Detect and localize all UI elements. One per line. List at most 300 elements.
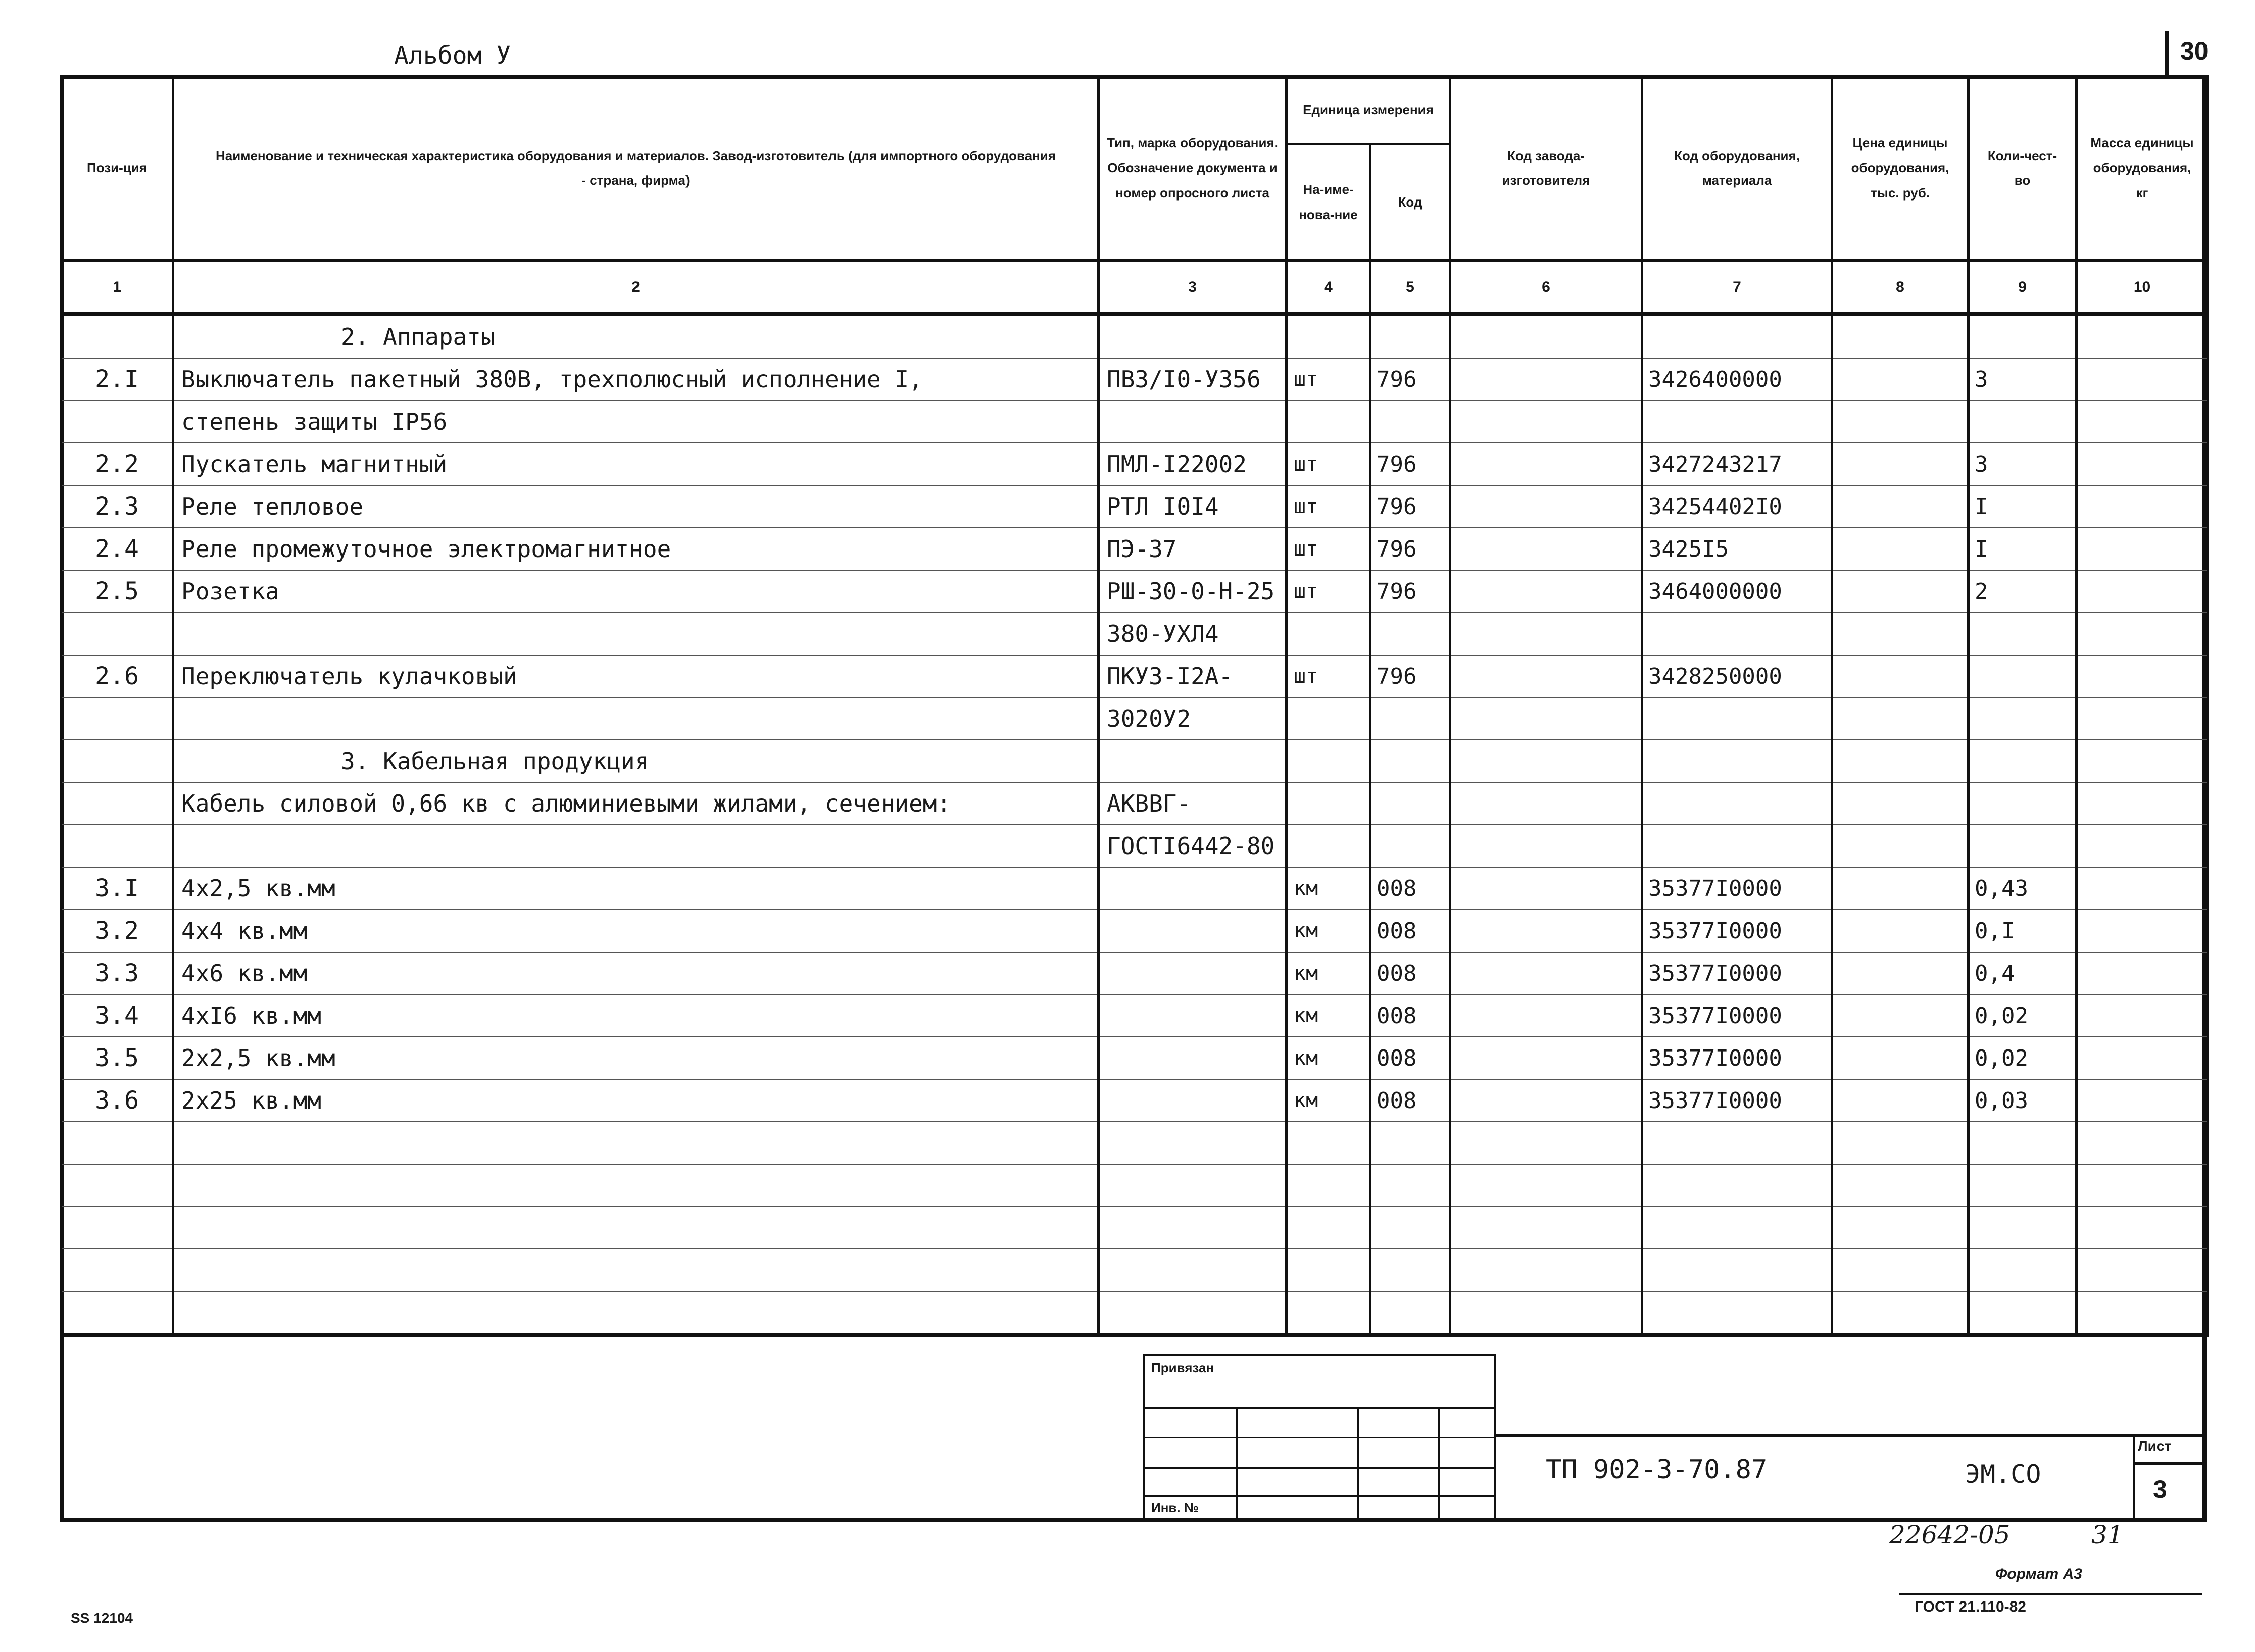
cell-unit: км [1287, 952, 1370, 994]
empty-cell [61, 1164, 173, 1207]
album-title: Альбом У [394, 41, 511, 70]
cell-mass [2077, 825, 2208, 867]
cell-type [1099, 910, 1287, 952]
cell-mass [2077, 655, 2208, 697]
cell-price [1832, 485, 1969, 528]
stamp-line [1438, 1407, 1440, 1520]
cell-plant [1450, 570, 1642, 613]
cell-mass [2077, 697, 2208, 740]
cell-pos: 3.4 [61, 994, 173, 1037]
empty-cell [1370, 1122, 1450, 1164]
empty-row [61, 1291, 2208, 1335]
cell-name: 3. Кабельная продукция [173, 740, 1099, 782]
empty-cell [2077, 1291, 2208, 1335]
cell-qty: 2 [1969, 570, 2077, 613]
col-header-pos: Пози-ция [61, 76, 173, 261]
cell-code [1642, 740, 1832, 782]
cell-name: 4хI6 кв.мм [173, 994, 1099, 1037]
cell-plant [1450, 697, 1642, 740]
cell-code [1642, 697, 1832, 740]
empty-cell [1969, 1291, 2077, 1335]
cell-type: 380-УХЛ4 [1099, 613, 1287, 655]
empty-cell [1287, 1164, 1370, 1207]
column-number: 10 [2077, 261, 2208, 315]
cell-name: Переключатель кулачковый [173, 655, 1099, 697]
empty-cell [1450, 1164, 1642, 1207]
empty-cell [1099, 1122, 1287, 1164]
empty-cell [1969, 1249, 2077, 1291]
cell-price [1832, 994, 1969, 1037]
empty-cell [173, 1291, 1099, 1335]
cell-mass [2077, 994, 2208, 1037]
registration-sheet: 31 [2091, 1520, 2124, 1549]
cell-qty: I [1969, 485, 2077, 528]
cell-mass [2077, 952, 2208, 994]
empty-row [61, 1164, 2208, 1207]
column-number: 6 [1450, 261, 1642, 315]
cell-name: 4х4 кв.мм [173, 910, 1099, 952]
cell-type [1099, 994, 1287, 1037]
cell-code [1642, 782, 1832, 825]
cell-price [1832, 528, 1969, 570]
cell-plant [1450, 910, 1642, 952]
empty-cell [1642, 1249, 1832, 1291]
cell-ucode [1370, 697, 1450, 740]
document-code: ТП 902-3-70.87 [1546, 1455, 1768, 1485]
cell-pos [61, 314, 173, 358]
cell-pos: 3.6 [61, 1079, 173, 1122]
cell-unit [1287, 401, 1370, 443]
cell-pos: 3.5 [61, 1037, 173, 1079]
cell-unit [1287, 782, 1370, 825]
cell-mass [2077, 1079, 2208, 1122]
table-row [61, 1079, 2208, 1122]
cell-code: 35377I0000 [1642, 994, 1832, 1037]
empty-cell [1969, 1164, 2077, 1207]
cell-qty: 3 [1969, 358, 2077, 401]
cell-pos: 3.3 [61, 952, 173, 994]
cell-price [1832, 570, 1969, 613]
cell-pos: 2.5 [61, 570, 173, 613]
cell-qty: I [1969, 528, 2077, 570]
cell-unit: шт [1287, 485, 1370, 528]
page-number: 30 [2180, 37, 2209, 65]
cell-type [1099, 1037, 1287, 1079]
empty-cell [1099, 1249, 1287, 1291]
cell-name: 2. Аппараты [173, 314, 1099, 358]
cell-name: 2х25 кв.мм [173, 1079, 1099, 1122]
cell-ucode [1370, 825, 1450, 867]
cell-price [1832, 697, 1969, 740]
cell-ucode: 796 [1370, 485, 1450, 528]
cell-ucode: 796 [1370, 570, 1450, 613]
cell-name: Пускатель магнитный [173, 443, 1099, 485]
cell-qty [1969, 782, 2077, 825]
stamp-line [1357, 1407, 1359, 1520]
cell-type: 3020У2 [1099, 697, 1287, 740]
column-number: 7 [1642, 261, 1832, 315]
empty-cell [1287, 1291, 1370, 1335]
cell-type: РШ-30-0-Н-25 [1099, 570, 1287, 613]
cell-name [173, 613, 1099, 655]
cell-code: 34254402I0 [1642, 485, 1832, 528]
cell-qty [1969, 401, 2077, 443]
sheet-number-divider [2165, 31, 2169, 77]
cell-price [1832, 613, 1969, 655]
cell-price [1832, 1079, 1969, 1122]
column-number: 2 [173, 261, 1099, 315]
col-header-unit-group: Единица измерения [1287, 76, 1450, 144]
cell-qty: 0,I [1969, 910, 2077, 952]
table-row [61, 867, 2208, 910]
cell-name: Кабель силовой 0,66 кв с алюминиевыми жилами, сечением: [173, 782, 1099, 825]
cell-name: 4х6 кв.мм [173, 952, 1099, 994]
empty-cell [1832, 1291, 1969, 1335]
cell-qty: 0,43 [1969, 867, 2077, 910]
empty-cell [1642, 1122, 1832, 1164]
cell-ucode: 796 [1370, 358, 1450, 401]
empty-cell [1287, 1249, 1370, 1291]
table-row [61, 952, 2208, 994]
cell-name [173, 825, 1099, 867]
empty-cell [2077, 1122, 2208, 1164]
ss-code: SS 12104 [71, 1610, 133, 1626]
sheet-label: Лист [2138, 1438, 2172, 1454]
table-row [61, 358, 2208, 401]
cell-ucode [1370, 401, 1450, 443]
col-header-name: Наименование и техническая характеристика оборудования и материалов. Завод-изготовитель (для импортного оборудования - страна, фирма) [173, 76, 1099, 261]
cell-mass [2077, 314, 2208, 358]
cell-name: Выключатель пакетный 380В, трехполюсный исполнение I, [173, 358, 1099, 401]
cell-pos: 2.3 [61, 485, 173, 528]
empty-cell [61, 1207, 173, 1249]
empty-cell [1099, 1291, 1287, 1335]
cell-ucode: 008 [1370, 994, 1450, 1037]
cell-code: 3427243217 [1642, 443, 1832, 485]
cell-plant [1450, 358, 1642, 401]
cell-type [1099, 401, 1287, 443]
cell-ucode [1370, 613, 1450, 655]
cell-plant [1450, 528, 1642, 570]
cell-pos: 2.6 [61, 655, 173, 697]
cell-plant [1450, 485, 1642, 528]
cell-code [1642, 613, 1832, 655]
cell-pos: 2.I [61, 358, 173, 401]
cell-type [1099, 867, 1287, 910]
inventory-label: Инв. № [1151, 1500, 1199, 1515]
cell-pos [61, 825, 173, 867]
cell-plant [1450, 994, 1642, 1037]
cell-qty: 3 [1969, 443, 2077, 485]
table-row [61, 825, 2208, 867]
empty-cell [1370, 1207, 1450, 1249]
sheet-number: 3 [2153, 1475, 2167, 1504]
cell-qty [1969, 314, 2077, 358]
table-row [61, 570, 2208, 613]
cell-plant [1450, 1037, 1642, 1079]
cell-unit: шт [1287, 528, 1370, 570]
cell-price [1832, 401, 1969, 443]
column-number: 1 [61, 261, 173, 315]
col-header-material-code: Код оборудования, материала [1642, 76, 1832, 261]
cell-unit: км [1287, 867, 1370, 910]
cell-unit: шт [1287, 570, 1370, 613]
empty-cell [1287, 1207, 1370, 1249]
cell-type: АКВВГ- [1099, 782, 1287, 825]
cell-code: 35377I0000 [1642, 1037, 1832, 1079]
stamp-line [1145, 1407, 1494, 1409]
column-number: 3 [1099, 261, 1287, 315]
cell-unit [1287, 314, 1370, 358]
cell-plant [1450, 443, 1642, 485]
cell-name: Реле промежуточное электромагнитное [173, 528, 1099, 570]
empty-cell [1969, 1122, 2077, 1164]
cell-unit [1287, 697, 1370, 740]
cell-price [1832, 825, 1969, 867]
cell-unit: шт [1287, 358, 1370, 401]
cell-qty: 0,03 [1969, 1079, 2077, 1122]
table-row [61, 613, 2208, 655]
stamp-line [1145, 1467, 1494, 1469]
empty-row [61, 1249, 2208, 1291]
table-row [61, 782, 2208, 825]
cell-code: 3464000000 [1642, 570, 1832, 613]
empty-cell [1642, 1207, 1832, 1249]
col-header-plant-code: Код завода-изготовителя [1450, 76, 1642, 261]
table-row [61, 528, 2208, 570]
cell-plant [1450, 1079, 1642, 1122]
cell-mass [2077, 485, 2208, 528]
cell-pos: 3.I [61, 867, 173, 910]
cell-plant [1450, 613, 1642, 655]
cell-ucode: 796 [1370, 528, 1450, 570]
cell-price [1832, 952, 1969, 994]
cell-code [1642, 314, 1832, 358]
cell-unit [1287, 825, 1370, 867]
stamp-line [1236, 1407, 1238, 1520]
empty-cell [1642, 1164, 1832, 1207]
cell-ucode: 008 [1370, 1079, 1450, 1122]
cell-unit: шт [1287, 655, 1370, 697]
empty-cell [2077, 1207, 2208, 1249]
empty-cell [173, 1122, 1099, 1164]
cell-pos: 2.2 [61, 443, 173, 485]
cell-qty: 0,02 [1969, 994, 2077, 1037]
cell-qty [1969, 655, 2077, 697]
empty-cell [1450, 1122, 1642, 1164]
col-header-type: Тип, марка оборудования. Обозначение документа и номер опросного листа [1099, 76, 1287, 261]
empty-cell [1969, 1207, 2077, 1249]
cell-qty [1969, 740, 2077, 782]
cell-pos: 2.4 [61, 528, 173, 570]
cell-unit: км [1287, 1037, 1370, 1079]
col-header-unit-code: Код [1370, 144, 1450, 261]
cell-qty: 0,4 [1969, 952, 2077, 994]
cell-pos [61, 697, 173, 740]
cell-plant [1450, 740, 1642, 782]
cell-plant [1450, 782, 1642, 825]
empty-cell [1099, 1164, 1287, 1207]
cell-code [1642, 401, 1832, 443]
cell-pos [61, 740, 173, 782]
cell-qty [1969, 825, 2077, 867]
cell-mass [2077, 910, 2208, 952]
col-header-qty: Коли-чест-во [1969, 76, 2077, 261]
cell-pos [61, 782, 173, 825]
empty-cell [1642, 1291, 1832, 1335]
cell-type: ПМЛ-I22002 [1099, 443, 1287, 485]
cell-price [1832, 443, 1969, 485]
cell-price [1832, 1037, 1969, 1079]
cell-plant [1450, 867, 1642, 910]
empty-cell [2077, 1249, 2208, 1291]
stamp-line [1145, 1495, 1494, 1497]
empty-cell [1832, 1164, 1969, 1207]
col-header-price: Цена единицы оборудования, тыс. руб. [1832, 76, 1969, 261]
column-number: 4 [1287, 261, 1370, 315]
empty-cell [61, 1291, 173, 1335]
cell-ucode [1370, 740, 1450, 782]
cell-plant [1450, 314, 1642, 358]
table-row [61, 697, 2208, 740]
cell-ucode [1370, 782, 1450, 825]
cell-unit: км [1287, 910, 1370, 952]
cell-ucode: 796 [1370, 655, 1450, 697]
column-number: 8 [1832, 261, 1969, 315]
table-row [61, 443, 2208, 485]
empty-cell [1370, 1249, 1450, 1291]
empty-cell [1832, 1122, 1969, 1164]
cell-code [1642, 825, 1832, 867]
cell-type: ПЭ-37 [1099, 528, 1287, 570]
cell-ucode: 008 [1370, 910, 1450, 952]
column-number-row [61, 261, 2208, 315]
cell-type: ПВЗ/I0-У356 [1099, 358, 1287, 401]
cell-unit: шт [1287, 443, 1370, 485]
cell-ucode: 008 [1370, 1037, 1450, 1079]
empty-row [61, 1122, 2208, 1164]
empty-cell [61, 1249, 173, 1291]
cell-mass [2077, 358, 2208, 401]
cell-plant [1450, 401, 1642, 443]
cell-mass [2077, 528, 2208, 570]
column-number: 5 [1370, 261, 1450, 315]
empty-cell [1450, 1291, 1642, 1335]
cell-ucode: 008 [1370, 867, 1450, 910]
table-row [61, 994, 2208, 1037]
cell-code: 3425I5 [1642, 528, 1832, 570]
table-row [61, 1037, 2208, 1079]
section-heading-row [61, 740, 2208, 782]
empty-cell [1832, 1249, 1969, 1291]
gost-label: ГОСТ 21.110-82 [1915, 1598, 2026, 1615]
cell-name [173, 697, 1099, 740]
cell-qty: 0,02 [1969, 1037, 2077, 1079]
table-body [61, 314, 2208, 1335]
stamp-line [1145, 1437, 1494, 1438]
table-row [61, 485, 2208, 528]
cell-mass [2077, 1037, 2208, 1079]
cell-price [1832, 314, 1969, 358]
empty-cell [61, 1122, 173, 1164]
table-row [61, 401, 2208, 443]
cell-price [1832, 782, 1969, 825]
cell-code: 35377I0000 [1642, 952, 1832, 994]
cell-mass [2077, 401, 2208, 443]
cell-code: 35377I0000 [1642, 867, 1832, 910]
cell-plant [1450, 952, 1642, 994]
cell-price [1832, 655, 1969, 697]
cell-type: РТЛ I0I4 [1099, 485, 1287, 528]
cell-mass [2077, 867, 2208, 910]
section-heading-row [61, 314, 2208, 358]
empty-cell [2077, 1164, 2208, 1207]
empty-cell [1099, 1207, 1287, 1249]
cell-unit: км [1287, 994, 1370, 1037]
cell-pos: 3.2 [61, 910, 173, 952]
cell-name: 4х2,5 кв.мм [173, 867, 1099, 910]
cell-price [1832, 867, 1969, 910]
cell-mass [2077, 782, 2208, 825]
cell-mass [2077, 570, 2208, 613]
empty-cell [1450, 1207, 1642, 1249]
empty-cell [173, 1207, 1099, 1249]
cell-ucode [1370, 314, 1450, 358]
cell-type [1099, 952, 1287, 994]
cell-ucode: 796 [1370, 443, 1450, 485]
binding-label: Привязан [1151, 1360, 1214, 1375]
empty-cell [1832, 1207, 1969, 1249]
cell-price [1832, 910, 1969, 952]
cell-name: Розетка [173, 570, 1099, 613]
cell-type [1099, 1079, 1287, 1122]
empty-cell [173, 1164, 1099, 1207]
table-row [61, 910, 2208, 952]
sheet-box-divider [2133, 1462, 2203, 1465]
cell-type: ПКУЗ-I2А- [1099, 655, 1287, 697]
empty-cell [173, 1249, 1099, 1291]
cell-code: 35377I0000 [1642, 910, 1832, 952]
col-header-unit-name: На-име-нова-ние [1287, 144, 1370, 261]
gost-underline [1899, 1593, 2202, 1595]
cell-unit [1287, 740, 1370, 782]
empty-cell [1450, 1249, 1642, 1291]
cell-code: 35377I0000 [1642, 1079, 1832, 1122]
registration-number: 22642-05 [1889, 1520, 2011, 1549]
specification-table [60, 75, 2209, 1337]
column-number: 9 [1969, 261, 2077, 315]
empty-cell [1287, 1122, 1370, 1164]
cell-name: степень защиты IР56 [173, 401, 1099, 443]
cell-unit: км [1287, 1079, 1370, 1122]
cell-mass [2077, 443, 2208, 485]
cell-mass [2077, 613, 2208, 655]
empty-cell [1370, 1164, 1450, 1207]
table-row [61, 655, 2208, 697]
empty-row [61, 1207, 2208, 1249]
cell-plant [1450, 825, 1642, 867]
cell-price [1832, 740, 1969, 782]
cell-type [1099, 740, 1287, 782]
cell-plant [1450, 655, 1642, 697]
cell-type: ГОСТI6442-80 [1099, 825, 1287, 867]
cell-name: 2х2,5 кв.мм [173, 1037, 1099, 1079]
col-header-mass: Масса единицы оборудования, кг [2077, 76, 2208, 261]
cell-qty [1969, 613, 2077, 655]
document-suffix: ЭМ.СО [1965, 1460, 2041, 1489]
cell-price [1832, 358, 1969, 401]
cell-type [1099, 314, 1287, 358]
